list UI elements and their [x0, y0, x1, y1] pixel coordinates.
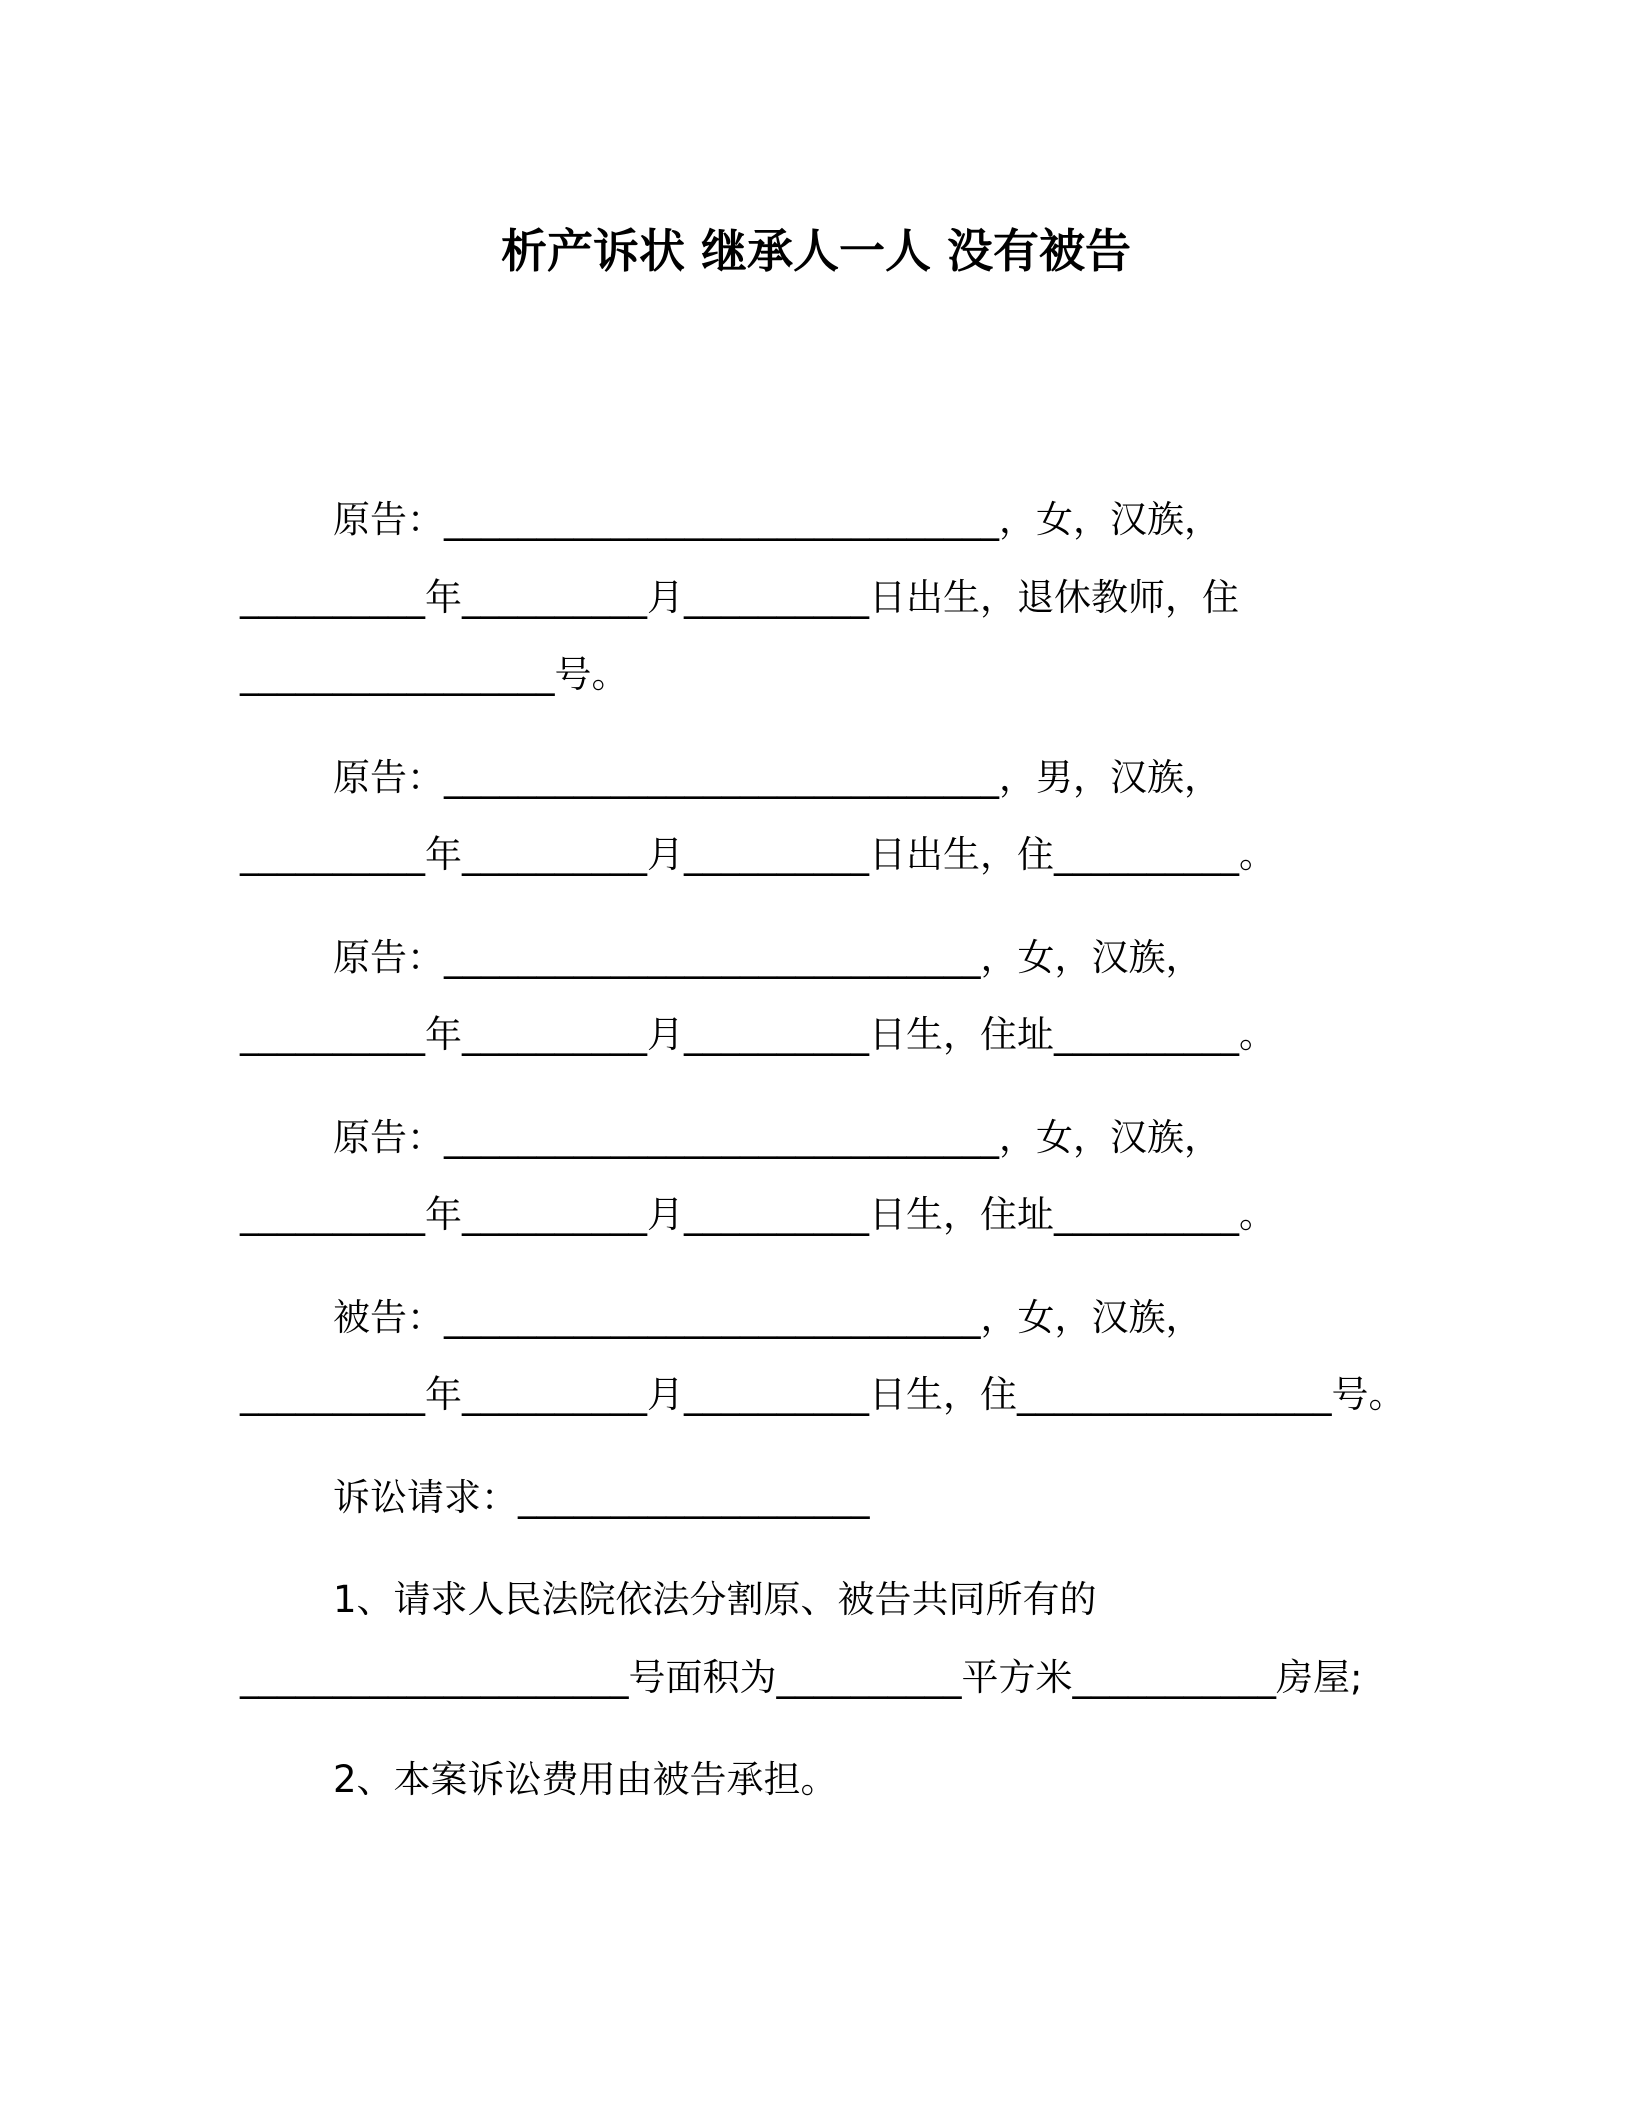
- claim-1-line-2: _____________________号面积为__________平方米___________房屋;: [240, 1655, 1363, 1699]
- claim-1-paragraph: [240, 1561, 1490, 1716]
- plaintiff-1-line-3: _________________号。: [240, 653, 629, 696]
- claim-2-line-1: 2、本案诉讼费用由被告承担。: [333, 1758, 838, 1801]
- plaintiff-1-paragraph: [240, 481, 1490, 714]
- document-body: [240, 481, 1490, 1819]
- plaintiff-2-line-2: __________年__________月__________日出生，住__________。: [240, 833, 1276, 876]
- defendant-line-1: 被告：_____________________________，女，汉族，: [333, 1295, 1203, 1339]
- plaintiff-4-line-1: 原告：______________________________，女，汉族，: [333, 1115, 1221, 1159]
- plaintiff-1-line-2: __________年__________月__________日出生，退休教师，住: [240, 575, 1239, 619]
- claim-1-line-1: 1、请求人民法院依法分割原、被告共同所有的: [333, 1578, 1097, 1621]
- plaintiff-4-line-2: __________年__________月__________日生，住址__________。: [240, 1193, 1276, 1236]
- defendant-line-2: __________年__________月__________日生，住_________________号。: [240, 1373, 1406, 1416]
- plaintiff-3-paragraph: [240, 919, 1490, 1074]
- plaintiff-1-line-1: 原告：______________________________，女，汉族，: [333, 498, 1221, 541]
- document-title: 析产诉状 继承人一人 没有被告: [500, 224, 1132, 278]
- plaintiff-2-paragraph: [240, 739, 1490, 894]
- claims-heading-paragraph: [240, 1459, 1490, 1537]
- claim-2-paragraph: [240, 1741, 1490, 1819]
- claims-heading: 诉讼请求：___________________: [333, 1475, 870, 1519]
- plaintiff-3-line-1: 原告：_____________________________，女，汉族，: [333, 935, 1203, 979]
- plaintiff-4-paragraph: [240, 1099, 1490, 1254]
- plaintiff-3-line-2: __________年__________月__________日生，住址__________。: [240, 1013, 1276, 1056]
- plaintiff-2-line-1: 原告：______________________________，男，汉族，: [333, 755, 1221, 799]
- defendant-paragraph: [240, 1279, 1490, 1434]
